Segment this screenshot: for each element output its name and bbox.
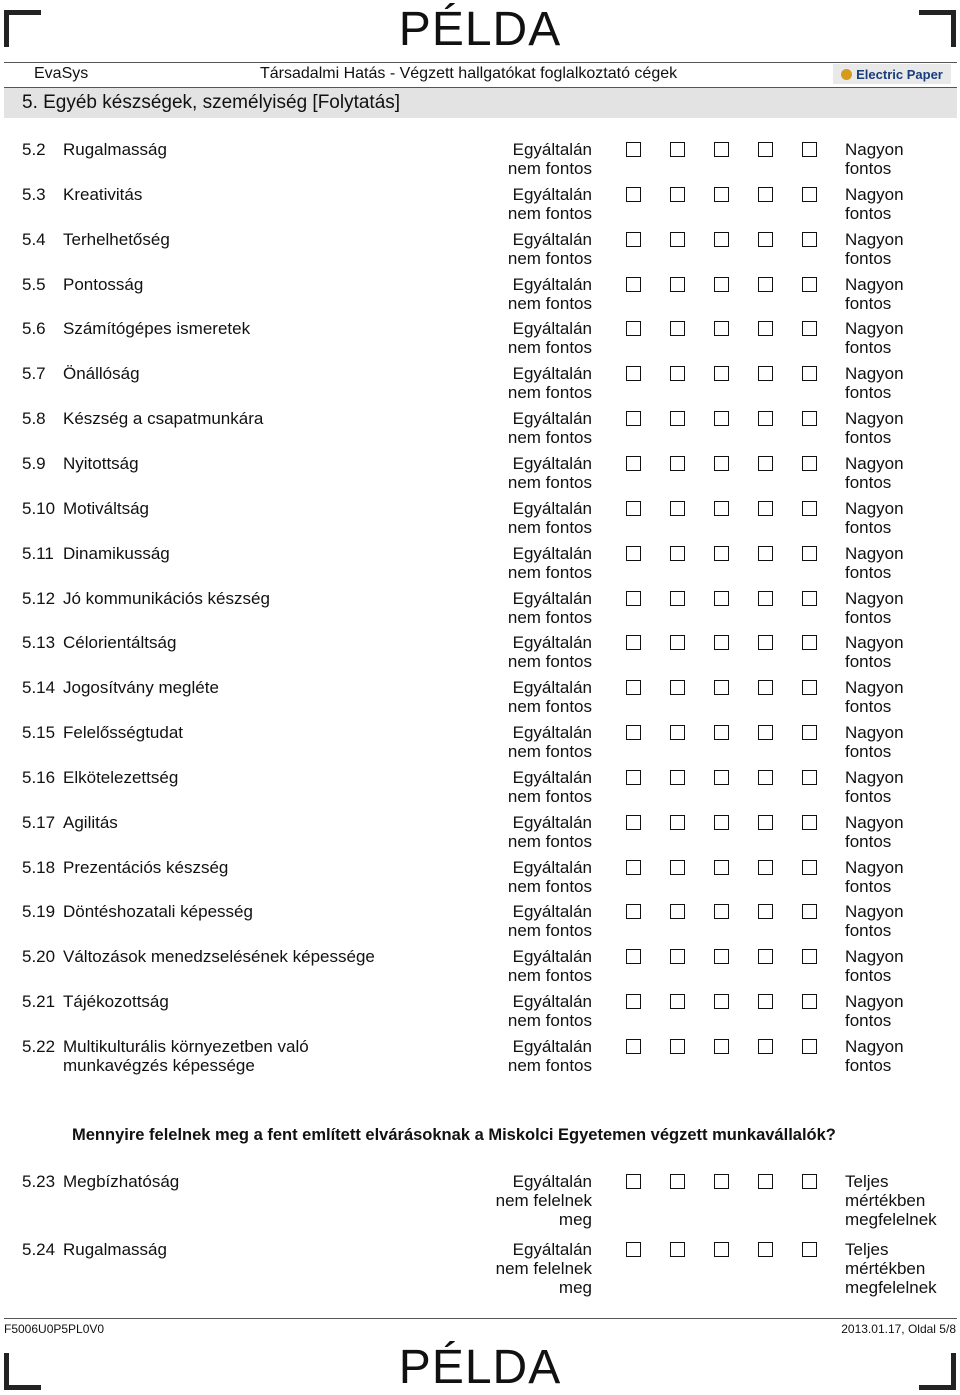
- form-header: [4, 62, 957, 88]
- rating-checkbox-1[interactable]: [626, 366, 641, 381]
- scale-high-label: Nagyon fontos: [845, 1037, 904, 1075]
- rating-checkbox-5[interactable]: [802, 635, 817, 650]
- rating-checkbox-1[interactable]: [626, 591, 641, 606]
- rating-checkbox-1[interactable]: [626, 635, 641, 650]
- scale-high-label: Nagyon fontos: [845, 723, 904, 762]
- question-number: 5.6: [22, 319, 46, 339]
- rating-checkbox-1[interactable]: [626, 815, 641, 830]
- scale-low-label: Egyáltalán nem felelnek meg: [495, 1172, 592, 1229]
- scale-high-label: Teljes mértékben megfelelnek: [845, 1172, 937, 1229]
- rating-checkbox-2[interactable]: [670, 994, 685, 1009]
- question-label: Agilitás: [63, 812, 118, 832]
- scale-low-label: Egyáltalán nem fontos: [507, 723, 592, 762]
- question-number: 5.18: [22, 857, 56, 877]
- scale-high-label: Nagyon fontos: [845, 409, 904, 448]
- rating-checkbox-4[interactable]: [758, 1242, 773, 1257]
- rating-checkbox-4[interactable]: [758, 994, 773, 1009]
- rating-checkbox-3[interactable]: [714, 142, 729, 157]
- question-number: 5.16: [22, 767, 56, 787]
- rating-checkbox-3[interactable]: [714, 501, 729, 516]
- rating-checkbox-4[interactable]: [758, 1039, 773, 1054]
- watermark-top: PÉLDA: [398, 3, 562, 56]
- rating-checkbox-4[interactable]: [758, 501, 773, 516]
- rating-checkbox-2[interactable]: [670, 321, 685, 336]
- rating-checkbox-3[interactable]: [714, 904, 729, 919]
- question-number: 5.2: [22, 140, 46, 159]
- question-label: Multikulturális környezetben való munkavégzés képessége: [63, 1037, 309, 1075]
- rating-checkbox-2[interactable]: [670, 277, 685, 292]
- rating-checkbox-5[interactable]: [802, 321, 817, 336]
- question-label: Rugalmasság: [63, 140, 167, 159]
- rating-checkbox-5[interactable]: [802, 1039, 817, 1054]
- app-name: EvaSys: [34, 65, 89, 82]
- rating-checkbox-5[interactable]: [802, 680, 817, 695]
- scale-low-label: Egyáltalán nem fontos: [507, 409, 592, 448]
- scale-low-label: Egyáltalán nem fontos: [507, 1037, 592, 1075]
- question-label: Pontosság: [63, 274, 144, 294]
- rating-checkbox-1[interactable]: [626, 1242, 641, 1257]
- rating-checkbox-1[interactable]: [626, 411, 641, 426]
- rating-checkbox-3[interactable]: [714, 1174, 729, 1189]
- rating-checkbox-3[interactable]: [714, 860, 729, 875]
- rating-checkbox-5[interactable]: [802, 411, 817, 426]
- rating-checkbox-5[interactable]: [802, 1174, 817, 1189]
- scale-low-label: Egyáltalán nem fontos: [507, 543, 592, 582]
- rating-checkbox-1[interactable]: [626, 456, 641, 471]
- scale-low-label: Egyáltalán nem fontos: [507, 184, 592, 223]
- scale-high-label: Nagyon fontos: [845, 364, 904, 403]
- rating-checkbox-4[interactable]: [758, 770, 773, 785]
- rating-checkbox-4[interactable]: [758, 1174, 773, 1189]
- scale-low-label: Egyáltalán nem fontos: [507, 229, 592, 268]
- rating-checkbox-4[interactable]: [758, 456, 773, 471]
- rating-checkbox-4[interactable]: [758, 187, 773, 202]
- question-label: Terhelhetőség: [63, 229, 170, 249]
- rating-checkbox-3[interactable]: [714, 321, 729, 336]
- question-number: 5.20: [22, 947, 56, 967]
- rating-checkbox-2[interactable]: [670, 232, 685, 247]
- rating-checkbox-4[interactable]: [758, 142, 773, 157]
- rating-checkbox-3[interactable]: [714, 1242, 729, 1257]
- rating-checkbox-4[interactable]: [758, 411, 773, 426]
- question-label: Elkötelezettség: [63, 767, 179, 787]
- question-number: 5.12: [22, 588, 56, 608]
- rating-checkbox-2[interactable]: [670, 187, 685, 202]
- rating-checkbox-5[interactable]: [802, 142, 817, 157]
- question-number: 5.9: [22, 453, 46, 473]
- rating-checkbox-3[interactable]: [714, 725, 729, 740]
- question-number: 5.24: [22, 1240, 56, 1259]
- question-label: Nyitottság: [63, 453, 139, 473]
- rating-checkbox-1[interactable]: [626, 187, 641, 202]
- question-label: Készség a csapatmunkára: [63, 409, 264, 429]
- scale-high-label: Nagyon fontos: [845, 902, 904, 941]
- rating-checkbox-2[interactable]: [670, 1242, 685, 1257]
- rating-checkbox-3[interactable]: [714, 277, 729, 292]
- scale-high-label: Nagyon fontos: [845, 274, 904, 313]
- rating-checkbox-4[interactable]: [758, 277, 773, 292]
- rating-checkbox-4[interactable]: [758, 232, 773, 247]
- question-number: 5.19: [22, 902, 56, 922]
- rating-checkbox-1[interactable]: [626, 860, 641, 875]
- rating-checkbox-4[interactable]: [758, 321, 773, 336]
- scale-low-label: Egyáltalán nem fontos: [507, 678, 592, 717]
- question-number: 5.22: [22, 1037, 56, 1056]
- rating-checkbox-3[interactable]: [714, 770, 729, 785]
- question-number: 5.7: [22, 364, 46, 384]
- question-number: 5.3: [22, 184, 46, 204]
- scale-low-label: Egyáltalán nem fontos: [507, 588, 592, 627]
- scale-high-label: Nagyon fontos: [845, 678, 904, 717]
- rating-checkbox-3[interactable]: [714, 949, 729, 964]
- rating-checkbox-2[interactable]: [670, 860, 685, 875]
- brand-logo: [833, 64, 951, 84]
- question-label: Kreativitás: [63, 184, 143, 204]
- rating-checkbox-5[interactable]: [802, 501, 817, 516]
- rating-checkbox-4[interactable]: [758, 546, 773, 561]
- question-label: Önállóság: [63, 364, 140, 384]
- question-label: Változások menedzselésének képessége: [63, 947, 375, 967]
- rating-checkbox-5[interactable]: [802, 277, 817, 292]
- question-label: Jogosítvány megléte: [63, 678, 219, 698]
- scale-high-label: Nagyon fontos: [845, 319, 904, 358]
- rating-checkbox-1[interactable]: [626, 1174, 641, 1189]
- rating-checkbox-4[interactable]: [758, 591, 773, 606]
- rating-checkbox-1[interactable]: [626, 321, 641, 336]
- rating-checkbox-1[interactable]: [626, 501, 641, 516]
- scale-low-label: Egyáltalán nem fontos: [507, 274, 592, 313]
- rating-checkbox-2[interactable]: [670, 770, 685, 785]
- rating-checkbox-1[interactable]: [626, 770, 641, 785]
- rating-checkbox-5[interactable]: [802, 815, 817, 830]
- scale-high-label: Nagyon fontos: [845, 588, 904, 627]
- question-label: Dinamikusság: [63, 543, 170, 563]
- rating-checkbox-3[interactable]: [714, 815, 729, 830]
- scale-high-label: Nagyon fontos: [845, 992, 904, 1031]
- scale-low-label: Egyáltalán nem fontos: [507, 902, 592, 941]
- rating-checkbox-5[interactable]: [802, 725, 817, 740]
- rating-checkbox-1[interactable]: [626, 277, 641, 292]
- scale-low-label: Egyáltalán nem fontos: [507, 319, 592, 358]
- scale-low-label: Egyáltalán nem fontos: [507, 633, 592, 672]
- rating-checkbox-1[interactable]: [626, 725, 641, 740]
- rating-checkbox-1[interactable]: [626, 1039, 641, 1054]
- rating-checkbox-2[interactable]: [670, 1174, 685, 1189]
- scale-high-label: Nagyon fontos: [845, 812, 904, 851]
- scale-high-label: Nagyon fontos: [845, 857, 904, 896]
- rating-checkbox-2[interactable]: [670, 411, 685, 426]
- rating-checkbox-5[interactable]: [802, 456, 817, 471]
- scale-high-label: Nagyon fontos: [845, 767, 904, 806]
- question-label: Döntéshozatali képesség: [63, 902, 253, 922]
- question-number: 5.17: [22, 812, 56, 832]
- rating-checkbox-4[interactable]: [758, 904, 773, 919]
- scale-low-label: Egyáltalán nem fontos: [507, 767, 592, 806]
- question-number: 5.4: [22, 229, 46, 249]
- question-label: Felelősségtudat: [63, 723, 184, 743]
- rating-checkbox-1[interactable]: [626, 232, 641, 247]
- rating-checkbox-2[interactable]: [670, 591, 685, 606]
- rating-checkbox-2[interactable]: [670, 635, 685, 650]
- rating-checkbox-2[interactable]: [670, 949, 685, 964]
- question-label: Rugalmasság: [63, 1240, 167, 1259]
- rating-checkbox-5[interactable]: [802, 860, 817, 875]
- rating-checkbox-2[interactable]: [670, 815, 685, 830]
- rating-checkbox-1[interactable]: [626, 142, 641, 157]
- scale-low-label: Egyáltalán nem fontos: [507, 364, 592, 403]
- scale-low-label: Egyáltalán nem fontos: [507, 947, 592, 986]
- question-label: Jó kommunikációs készség: [63, 588, 270, 608]
- survey-title: Társadalmi Hatás - Végzett hallgatókat foglalkoztató cégek: [260, 65, 678, 82]
- rating-checkbox-3[interactable]: [714, 187, 729, 202]
- rating-checkbox-3[interactable]: [714, 546, 729, 561]
- rating-checkbox-5[interactable]: [802, 546, 817, 561]
- rating-checkbox-2[interactable]: [670, 366, 685, 381]
- rating-checkbox-4[interactable]: [758, 680, 773, 695]
- form-code: F5006U0P5PL0V0: [4, 1322, 105, 1336]
- question-label: Prezentációs készség: [63, 857, 229, 877]
- scale-high-label: Nagyon fontos: [845, 947, 904, 986]
- rating-checkbox-2[interactable]: [670, 142, 685, 157]
- question-number: 5.10: [22, 498, 56, 518]
- rating-checkbox-3[interactable]: [714, 366, 729, 381]
- scale-low-label: Egyáltalán nem fontos: [507, 140, 592, 178]
- rating-checkbox-5[interactable]: [802, 1242, 817, 1257]
- rating-checkbox-1[interactable]: [626, 994, 641, 1009]
- rating-checkbox-2[interactable]: [670, 501, 685, 516]
- question-label: Motiváltság: [63, 498, 149, 518]
- scale-low-label: Egyáltalán nem fontos: [507, 992, 592, 1031]
- rating-checkbox-4[interactable]: [758, 366, 773, 381]
- rating-checkbox-4[interactable]: [758, 635, 773, 650]
- rating-checkbox-3[interactable]: [714, 635, 729, 650]
- rating-checkbox-5[interactable]: [802, 949, 817, 964]
- rating-checkbox-2[interactable]: [670, 904, 685, 919]
- rating-checkbox-3[interactable]: [714, 411, 729, 426]
- scale-high-label: Nagyon fontos: [845, 543, 904, 582]
- rating-checkbox-3[interactable]: [714, 232, 729, 247]
- rating-checkbox-5[interactable]: [802, 187, 817, 202]
- question-number: 5.23: [22, 1172, 56, 1191]
- rating-checkbox-5[interactable]: [802, 904, 817, 919]
- question-number: 5.14: [22, 678, 56, 698]
- brand-name: Electric Paper: [856, 66, 943, 82]
- rating-checkbox-5[interactable]: [802, 994, 817, 1009]
- question-number: 5.21: [22, 992, 56, 1012]
- scale-low-label: Egyáltalán nem fontos: [507, 812, 592, 851]
- question-number: 5.13: [22, 633, 56, 653]
- rating-checkbox-1[interactable]: [626, 680, 641, 695]
- scale-high-label: Nagyon fontos: [845, 229, 904, 268]
- rating-checkbox-2[interactable]: [670, 546, 685, 561]
- rating-checkbox-2[interactable]: [670, 680, 685, 695]
- rating-checkbox-5[interactable]: [802, 366, 817, 381]
- rating-checkbox-3[interactable]: [714, 456, 729, 471]
- rating-checkbox-3[interactable]: [714, 994, 729, 1009]
- question-label: Tájékozottság: [63, 992, 169, 1012]
- rating-checkbox-3[interactable]: [714, 1039, 729, 1054]
- date-page: 2013.01.17, Oldal 5/8: [841, 1322, 956, 1336]
- question-number: 5.11: [22, 543, 54, 563]
- scale-low-label: Egyáltalán nem fontos: [507, 498, 592, 537]
- scale-low-label: Egyáltalán nem fontos: [507, 857, 592, 896]
- rating-checkbox-4[interactable]: [758, 815, 773, 830]
- question-number: 5.8: [22, 409, 46, 429]
- rating-checkbox-3[interactable]: [714, 680, 729, 695]
- rating-checkbox-1[interactable]: [626, 904, 641, 919]
- rating-checkbox-3[interactable]: [714, 591, 729, 606]
- brand-logo-icon: [841, 69, 852, 80]
- rating-checkbox-5[interactable]: [802, 232, 817, 247]
- scale-high-label: Nagyon fontos: [845, 184, 904, 223]
- rating-checkbox-1[interactable]: [626, 546, 641, 561]
- question-label: Számítógépes ismeretek: [63, 319, 251, 339]
- rating-checkbox-5[interactable]: [802, 770, 817, 785]
- scale-low-label: Egyáltalán nem felelnek meg: [495, 1240, 592, 1297]
- question-number: 5.15: [22, 723, 56, 743]
- rating-checkbox-1[interactable]: [626, 949, 641, 964]
- watermark-bottom: PÉLDA: [398, 1341, 562, 1394]
- scale-low-label: Egyáltalán nem fontos: [507, 453, 592, 492]
- rating-checkbox-2[interactable]: [670, 725, 685, 740]
- question-number: 5.5: [22, 274, 46, 294]
- section-heading: 5. Egyéb készségek, személyiség [Folytatás]: [4, 88, 957, 118]
- rating-checkbox-5[interactable]: [802, 591, 817, 606]
- question-label: Megbízhatóság: [63, 1172, 180, 1191]
- scale-high-label: Teljes mértékben megfelelnek: [845, 1240, 937, 1297]
- rating-checkbox-2[interactable]: [670, 456, 685, 471]
- scale-high-label: Nagyon fontos: [845, 498, 904, 537]
- rating-checkbox-2[interactable]: [670, 1039, 685, 1054]
- footer-rule: [4, 1318, 957, 1319]
- question-label: Célorientáltság: [63, 633, 177, 653]
- scale-high-label: Nagyon fontos: [845, 140, 904, 178]
- rating-checkbox-4[interactable]: [758, 860, 773, 875]
- scale-high-label: Nagyon fontos: [845, 633, 904, 672]
- rating-checkbox-4[interactable]: [758, 725, 773, 740]
- scale-high-label: Nagyon fontos: [845, 453, 904, 492]
- rating-checkbox-4[interactable]: [758, 949, 773, 964]
- question-heading: Mennyire felelnek meg a fent említett elvárásoknak a Miskolci Egyetemen végzett munkavállalók?: [72, 1126, 836, 1144]
